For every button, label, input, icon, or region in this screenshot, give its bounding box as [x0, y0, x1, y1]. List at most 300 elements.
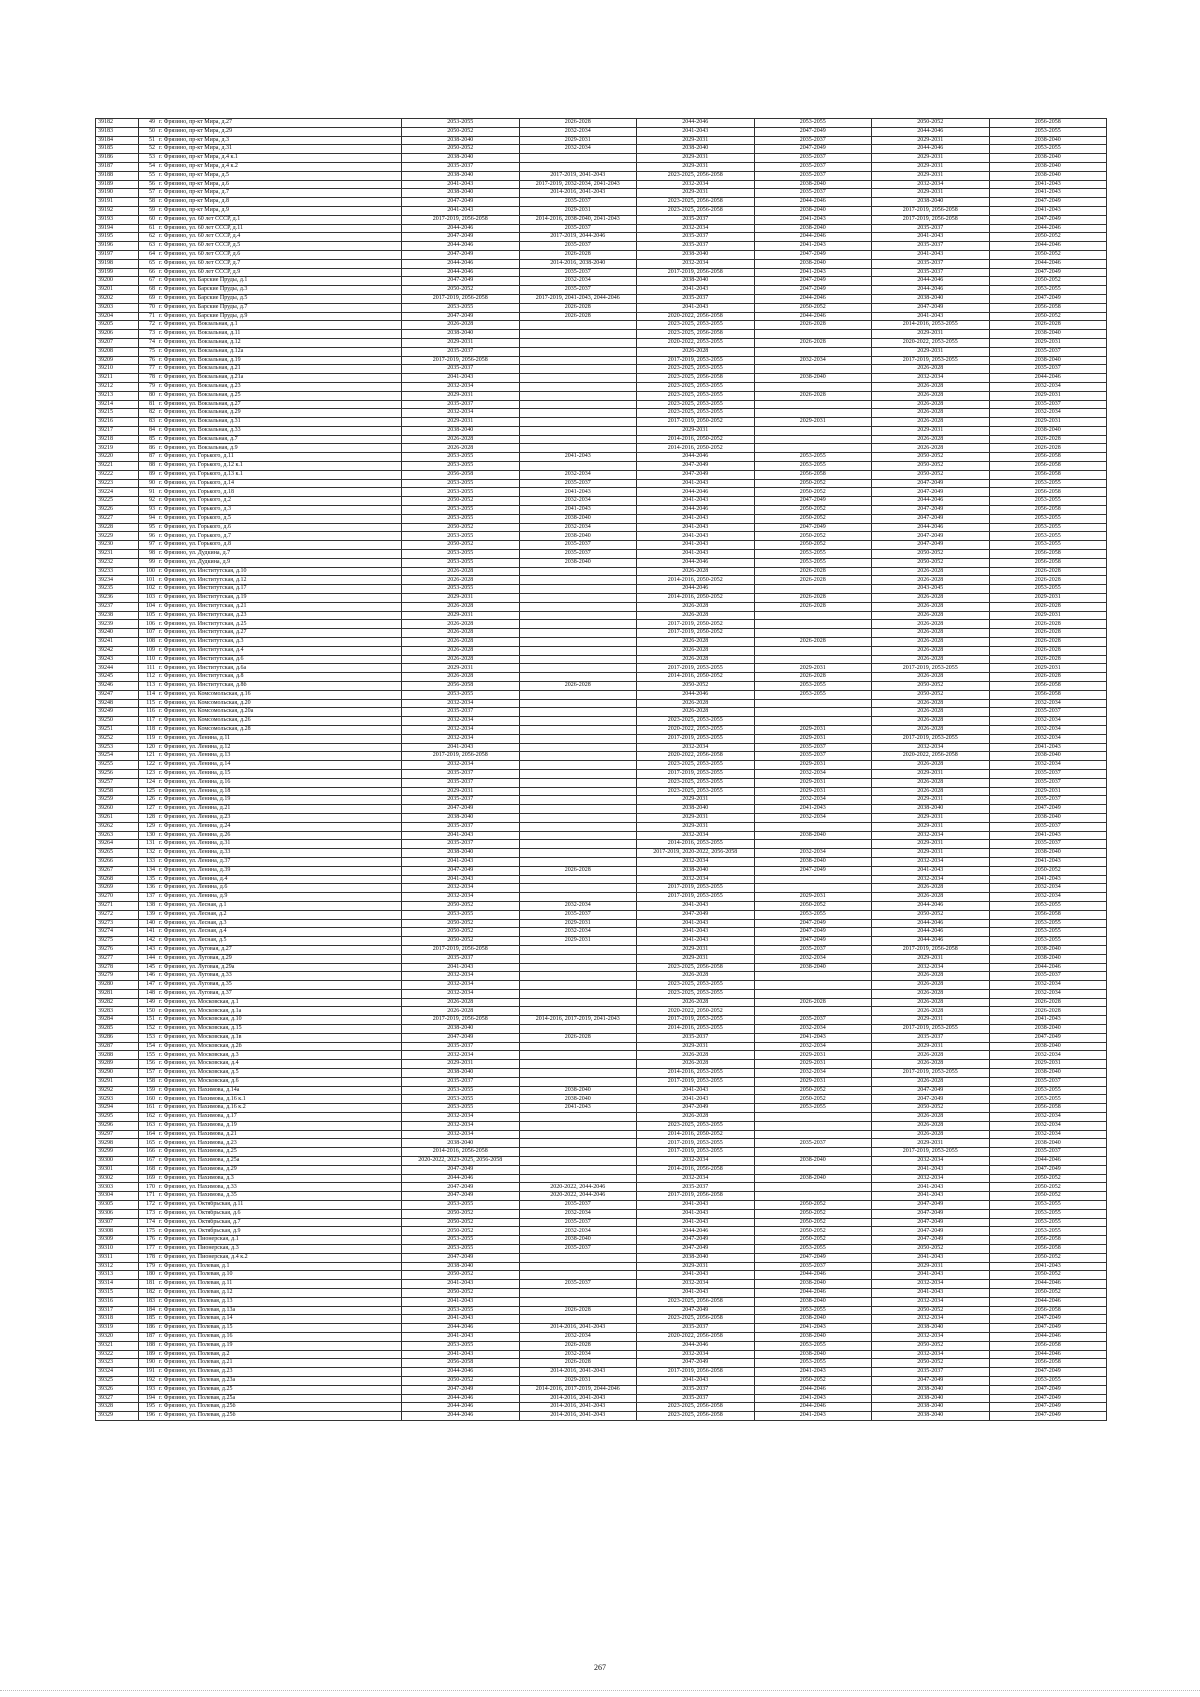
- row-number: 83: [139, 418, 158, 427]
- period-col-6: 2035-2037: [989, 347, 1107, 356]
- period-col-2: 2029-2031: [519, 937, 637, 946]
- period-col-3: 2020-2022, 2053-2055: [637, 338, 755, 347]
- period-col-3: 2038-2040: [637, 145, 755, 154]
- row-number: 177: [139, 1245, 158, 1254]
- period-col-1: 2038-2040: [402, 330, 520, 339]
- row-number: 112: [139, 673, 158, 682]
- period-col-2: [519, 1253, 637, 1262]
- address-cell: г. Фрязино, ул. Институтская, д.25: [157, 620, 402, 629]
- period-col-5: 2035-2037: [872, 1033, 990, 1042]
- period-col-3: 2041-2043: [637, 303, 755, 312]
- period-col-5: 2017-2019, 2056-2058: [872, 215, 990, 224]
- table-row: [96, 444, 1107, 453]
- row-id: 39193: [96, 215, 139, 224]
- period-col-4: 2053-2055: [754, 1306, 872, 1315]
- address-cell: г. Фрязино, ул. Нахимова, д.16 к.2: [157, 1104, 402, 1113]
- period-col-1: 2041-2043: [402, 1315, 520, 1324]
- row-id: 39268: [96, 875, 139, 884]
- period-col-4: 2041-2043: [754, 1033, 872, 1042]
- period-col-2: 2020-2022, 2044-2046: [519, 1183, 637, 1192]
- row-id: 39292: [96, 1086, 139, 1095]
- period-col-6: 2056-2058: [989, 470, 1107, 479]
- period-col-3: 2023-2025, 2056-2058: [637, 171, 755, 180]
- table-row: [96, 259, 1107, 268]
- row-id: 39298: [96, 1139, 139, 1148]
- period-col-4: 2035-2037: [754, 752, 872, 761]
- period-col-2: [519, 717, 637, 726]
- period-col-2: [519, 629, 637, 638]
- period-col-6: 2044-2046: [989, 963, 1107, 972]
- period-col-3: 2029-2031: [637, 822, 755, 831]
- period-col-5: 2047-2049: [872, 1227, 990, 1236]
- period-col-1: 2032-2034: [402, 761, 520, 770]
- period-col-3: 2017-2019, 2053-2055: [637, 884, 755, 893]
- period-col-3: 2023-2025, 2053-2055: [637, 787, 755, 796]
- table-row: [96, 901, 1107, 910]
- period-col-4: 2041-2043: [754, 1394, 872, 1403]
- table-row: [96, 682, 1107, 691]
- period-col-5: 2044-2046: [872, 523, 990, 532]
- period-col-6: 2041-2043: [989, 831, 1107, 840]
- row-id: 39186: [96, 154, 139, 163]
- period-col-2: 2017-2019, 2041-2043: [519, 171, 637, 180]
- period-col-2: [519, 1025, 637, 1034]
- period-col-1: 2053-2055: [402, 514, 520, 523]
- row-id: 39203: [96, 303, 139, 312]
- address-cell: г. Фрязино, ул. Ленина, д.9: [157, 893, 402, 902]
- period-col-4: [754, 699, 872, 708]
- period-col-4: 2038-2040: [754, 1280, 872, 1289]
- period-col-6: 2032-2034: [989, 893, 1107, 902]
- row-id: 39202: [96, 294, 139, 303]
- address-cell: г. Фрязино, ул. Пионерская, д.4 к.2: [157, 1253, 402, 1262]
- period-col-1: 2032-2034: [402, 1121, 520, 1130]
- period-col-2: [519, 646, 637, 655]
- period-col-2: 2032-2034: [519, 1332, 637, 1341]
- row-number: 141: [139, 928, 158, 937]
- period-col-6: 2047-2049: [989, 1165, 1107, 1174]
- period-col-2: 2017-2019, 2044-2046: [519, 233, 637, 242]
- period-col-2: 2032-2034: [519, 277, 637, 286]
- period-col-4: 2056-2058: [754, 470, 872, 479]
- row-id: 39259: [96, 796, 139, 805]
- period-col-3: 2029-2031: [637, 136, 755, 145]
- period-col-3: 2041-2043: [637, 1209, 755, 1218]
- period-col-3: 2047-2049: [637, 910, 755, 919]
- period-col-2: [519, 981, 637, 990]
- period-col-5: 2029-2031: [872, 1139, 990, 1148]
- period-col-3: 2038-2040: [637, 277, 755, 286]
- period-col-3: 2014-2016, 2053-2055: [637, 840, 755, 849]
- period-col-3: 2050-2052: [637, 682, 755, 691]
- period-col-1: 2017-2019, 2056-2058: [402, 1016, 520, 1025]
- row-id: 39302: [96, 1174, 139, 1183]
- address-cell: г. Фрязино, ул. Московская, д.10: [157, 1016, 402, 1025]
- period-col-5: 2047-2049: [872, 1209, 990, 1218]
- address-cell: г. Фрязино, ул. Комсомольская, д.16: [157, 690, 402, 699]
- table-row: [96, 1121, 1107, 1130]
- table-row: [96, 1288, 1107, 1297]
- address-cell: г. Фрязино, ул. Нахимова, д.29: [157, 1165, 402, 1174]
- table-row: [96, 356, 1107, 365]
- period-col-4: 2050-2052: [754, 1201, 872, 1210]
- address-cell: г. Фрязино, ул. Комсомольская, д.26: [157, 717, 402, 726]
- row-id: 39329: [96, 1412, 139, 1421]
- address-cell: г. Фрязино, ул. 60 лет СССР, д.11: [157, 224, 402, 233]
- period-col-1: 2044-2046: [402, 259, 520, 268]
- period-col-4: 2050-2052: [754, 514, 872, 523]
- period-col-1: 2026-2028: [402, 998, 520, 1007]
- row-id: 39307: [96, 1218, 139, 1227]
- period-col-5: 2044-2046: [872, 928, 990, 937]
- row-number: 190: [139, 1359, 158, 1368]
- address-cell: г. Фрязино, ул. Барские Пруды, д.1: [157, 277, 402, 286]
- period-col-1: 2050-2052: [402, 1376, 520, 1385]
- period-col-1: 2044-2046: [402, 1324, 520, 1333]
- period-col-5: 2029-2031: [872, 136, 990, 145]
- period-col-6: 2047-2049: [989, 1033, 1107, 1042]
- row-number: 69: [139, 294, 158, 303]
- period-col-2: [519, 154, 637, 163]
- period-col-1: 2026-2028: [402, 576, 520, 585]
- period-col-1: 2038-2040: [402, 171, 520, 180]
- period-col-3: 2023-2025, 2056-2058: [637, 198, 755, 207]
- address-cell: г. Фрязино, ул. Ленина, д.11: [157, 734, 402, 743]
- period-col-6: 2044-2046: [989, 1350, 1107, 1359]
- period-col-3: 2023-2025, 2056-2058: [637, 963, 755, 972]
- period-col-6: 2053-2055: [989, 532, 1107, 541]
- row-number: 139: [139, 910, 158, 919]
- row-number: 153: [139, 1033, 158, 1042]
- period-col-5: 2044-2046: [872, 497, 990, 506]
- period-col-3: 2041-2043: [637, 479, 755, 488]
- row-number: 175: [139, 1227, 158, 1236]
- period-col-6: 2053-2055: [989, 1376, 1107, 1385]
- period-col-5: 2050-2052: [872, 1341, 990, 1350]
- period-col-4: 2035-2037: [754, 1139, 872, 1148]
- row-id: 39240: [96, 629, 139, 638]
- row-id: 39300: [96, 1157, 139, 1166]
- period-col-6: 2056-2058: [989, 1341, 1107, 1350]
- table-row: [96, 1280, 1107, 1289]
- row-number: 93: [139, 506, 158, 515]
- period-col-4: 2050-2052: [754, 541, 872, 550]
- row-number: 60: [139, 215, 158, 224]
- period-col-6: 2038-2040: [989, 330, 1107, 339]
- row-id: 39237: [96, 602, 139, 611]
- period-col-6: 2053-2055: [989, 585, 1107, 594]
- period-col-6: 2038-2040: [989, 356, 1107, 365]
- period-col-2: 2035-2037: [519, 1218, 637, 1227]
- page-number: 267: [594, 1663, 606, 1672]
- row-id: 39325: [96, 1376, 139, 1385]
- address-cell: г. Фрязино, пр-кт Мира, д.4 к.2: [157, 162, 402, 171]
- period-col-5: 2050-2052: [872, 682, 990, 691]
- row-number: 189: [139, 1350, 158, 1359]
- address-cell: г. Фрязино, ул. Нахимова, д.17: [157, 1113, 402, 1122]
- period-col-5: 2047-2049: [872, 303, 990, 312]
- row-id: 39218: [96, 435, 139, 444]
- period-col-2: [519, 849, 637, 858]
- period-col-4: [754, 1121, 872, 1130]
- period-col-3: 2026-2028: [637, 567, 755, 576]
- table-row: [96, 1218, 1107, 1227]
- address-cell: г. Фрязино, ул. Московская, д.1в: [157, 1033, 402, 1042]
- address-cell: г. Фрязино, ул. Полевая, д.25а: [157, 1394, 402, 1403]
- period-col-6: 2026-2028: [989, 444, 1107, 453]
- period-col-2: [519, 673, 637, 682]
- period-col-1: 2050-2052: [402, 1218, 520, 1227]
- address-cell: г. Фрязино, ул. Нахимова, д.23: [157, 1139, 402, 1148]
- period-col-2: [519, 655, 637, 664]
- period-col-6: 2056-2058: [989, 1104, 1107, 1113]
- period-col-4: 2032-2034: [754, 769, 872, 778]
- period-col-5: 2026-2028: [872, 1130, 990, 1139]
- row-number: 103: [139, 594, 158, 603]
- period-col-3: 2035-2037: [637, 1385, 755, 1394]
- period-col-2: [519, 611, 637, 620]
- address-cell: г. Фрязино, ул. Полевая, д.23: [157, 1368, 402, 1377]
- period-col-4: 2044-2046: [754, 1288, 872, 1297]
- address-cell: г. Фрязино, ул. Нахимова, д.16 к.1: [157, 1095, 402, 1104]
- period-col-2: [519, 664, 637, 673]
- period-col-4: 2035-2037: [754, 154, 872, 163]
- period-col-2: [519, 831, 637, 840]
- table-row: [96, 532, 1107, 541]
- period-col-6: 2035-2037: [989, 708, 1107, 717]
- period-col-3: 2041-2043: [637, 901, 755, 910]
- period-col-2: 2041-2043: [519, 488, 637, 497]
- period-col-1: 2050-2052: [402, 523, 520, 532]
- period-col-6: 2053-2055: [989, 919, 1107, 928]
- table-row: [96, 1086, 1107, 1095]
- row-id: 39270: [96, 893, 139, 902]
- period-col-5: 2026-2028: [872, 418, 990, 427]
- period-col-4: 2038-2040: [754, 374, 872, 383]
- period-col-5: 2029-2031: [872, 426, 990, 435]
- period-col-1: 2053-2055: [402, 488, 520, 497]
- period-col-6: 2035-2037: [989, 778, 1107, 787]
- address-cell: г. Фрязино, ул. Полевая, д.1: [157, 1262, 402, 1271]
- table-row: [96, 330, 1107, 339]
- period-col-4: 2044-2046: [754, 1271, 872, 1280]
- period-col-2: 2032-2034: [519, 928, 637, 937]
- table-row: [96, 1297, 1107, 1306]
- period-col-6: 2053-2055: [989, 1227, 1107, 1236]
- period-col-1: 2038-2040: [402, 849, 520, 858]
- row-number: 96: [139, 532, 158, 541]
- row-number: 110: [139, 655, 158, 664]
- row-id: 39315: [96, 1288, 139, 1297]
- period-col-3: 2026-2028: [637, 638, 755, 647]
- period-col-6: 2026-2028: [989, 646, 1107, 655]
- period-col-3: 2017-2019, 2050-2052: [637, 418, 755, 427]
- row-number: 50: [139, 127, 158, 136]
- period-col-5: 2032-2034: [872, 963, 990, 972]
- row-id: 39291: [96, 1077, 139, 1086]
- period-col-6: 2032-2034: [989, 1051, 1107, 1060]
- period-col-6: 2026-2028: [989, 321, 1107, 330]
- table-row: [96, 1007, 1107, 1016]
- table-row: [96, 1245, 1107, 1254]
- period-col-1: 2041-2043: [402, 831, 520, 840]
- period-col-5: 2026-2028: [872, 778, 990, 787]
- table-row: [96, 338, 1107, 347]
- period-col-4: [754, 629, 872, 638]
- row-id: 39221: [96, 462, 139, 471]
- period-col-5: 2032-2034: [872, 1332, 990, 1341]
- row-id: 39288: [96, 1051, 139, 1060]
- period-col-5: 2047-2049: [872, 532, 990, 541]
- period-col-5: 2050-2052: [872, 1245, 990, 1254]
- row-number: 124: [139, 778, 158, 787]
- row-id: 39323: [96, 1359, 139, 1368]
- address-cell: г. Фрязино, ул. Барские Пруды, д.7: [157, 303, 402, 312]
- row-number: 92: [139, 497, 158, 506]
- row-id: 39290: [96, 1069, 139, 1078]
- address-cell: г. Фрязино, ул. Московская, д.3: [157, 1051, 402, 1060]
- period-col-6: 2029-2031: [989, 1060, 1107, 1069]
- period-col-4: 2044-2046: [754, 1385, 872, 1394]
- period-col-5: 2041-2043: [872, 1271, 990, 1280]
- row-number: 102: [139, 585, 158, 594]
- period-col-4: 2047-2049: [754, 145, 872, 154]
- period-col-5: 2026-2028: [872, 638, 990, 647]
- period-col-1: 2053-2055: [402, 303, 520, 312]
- period-col-3: 2041-2043: [637, 286, 755, 295]
- table-row: [96, 1051, 1107, 1060]
- table-row: [96, 813, 1107, 822]
- period-col-6: 2050-2052: [989, 1192, 1107, 1201]
- period-col-1: 2035-2037: [402, 769, 520, 778]
- period-col-2: [519, 743, 637, 752]
- table-row: [96, 1412, 1107, 1421]
- period-col-5: 2017-2019, 2053-2055: [872, 664, 990, 673]
- period-col-6: 2050-2052: [989, 1183, 1107, 1192]
- period-col-4: [754, 1165, 872, 1174]
- period-col-2: [519, 954, 637, 963]
- period-col-5: 2026-2028: [872, 655, 990, 664]
- table-row: [96, 523, 1107, 532]
- period-col-4: 2053-2055: [754, 550, 872, 559]
- row-number: 122: [139, 761, 158, 770]
- period-col-5: 2026-2028: [872, 629, 990, 638]
- period-col-4: 2032-2034: [754, 356, 872, 365]
- table-row: [96, 963, 1107, 972]
- address-cell: г. Фрязино, ул. Институтская, д.3: [157, 638, 402, 647]
- period-col-4: 2038-2040: [754, 224, 872, 233]
- period-col-6: 2029-2031: [989, 391, 1107, 400]
- period-col-3: 2020-2022, 2056-2058: [637, 312, 755, 321]
- period-col-5: 2029-2031: [872, 171, 990, 180]
- period-col-4: 2032-2034: [754, 813, 872, 822]
- period-col-1: 2053-2055: [402, 1086, 520, 1095]
- period-col-6: 2035-2037: [989, 769, 1107, 778]
- address-cell: г. Фрязино, ул. Горького, д.11: [157, 453, 402, 462]
- row-number: 64: [139, 250, 158, 259]
- period-col-4: 2050-2052: [754, 1376, 872, 1385]
- period-col-1: 2017-2019, 2056-2058: [402, 945, 520, 954]
- period-col-4: [754, 1130, 872, 1139]
- period-col-5: 2026-2028: [872, 1121, 990, 1130]
- row-id: 39260: [96, 805, 139, 814]
- period-col-1: 2038-2040: [402, 1069, 520, 1078]
- period-col-1: 2026-2028: [402, 321, 520, 330]
- period-col-1: 2053-2055: [402, 1095, 520, 1104]
- period-col-2: 2029-2031: [519, 1376, 637, 1385]
- period-col-5: 2020-2022, 2053-2055: [872, 338, 990, 347]
- row-id: 39276: [96, 945, 139, 954]
- period-col-6: 2044-2046: [989, 1297, 1107, 1306]
- period-col-4: 2041-2043: [754, 215, 872, 224]
- row-id: 39211: [96, 374, 139, 383]
- row-id: 39208: [96, 347, 139, 356]
- period-col-6: 2035-2037: [989, 796, 1107, 805]
- row-id: 39324: [96, 1368, 139, 1377]
- row-id: 39199: [96, 268, 139, 277]
- period-col-3: 2020-2022, 2050-2052: [637, 1007, 755, 1016]
- period-col-2: 2032-2034: [519, 1209, 637, 1218]
- row-id: 39311: [96, 1253, 139, 1262]
- row-id: 39271: [96, 901, 139, 910]
- period-col-1: 2029-2031: [402, 611, 520, 620]
- period-col-1: 2038-2040: [402, 1139, 520, 1148]
- table-row: [96, 541, 1107, 550]
- row-number: 182: [139, 1288, 158, 1297]
- period-col-3: 2023-2025, 2053-2055: [637, 1121, 755, 1130]
- period-col-4: [754, 840, 872, 849]
- period-col-6: 2056-2058: [989, 119, 1107, 128]
- table-row: [96, 250, 1107, 259]
- address-cell: г. Фрязино, ул. Ленина, д.6: [157, 884, 402, 893]
- period-col-2: [519, 725, 637, 734]
- period-col-3: 2023-2025, 2053-2055: [637, 382, 755, 391]
- table-row: [96, 945, 1107, 954]
- period-col-6: 2053-2055: [989, 1201, 1107, 1210]
- table-row: [96, 286, 1107, 295]
- period-col-2: [519, 435, 637, 444]
- row-id: 39304: [96, 1192, 139, 1201]
- period-col-4: 2038-2040: [754, 1297, 872, 1306]
- table-row: [96, 708, 1107, 717]
- table-row: [96, 866, 1107, 875]
- period-col-2: [519, 444, 637, 453]
- row-number: 148: [139, 989, 158, 998]
- period-col-3: 2032-2034: [637, 224, 755, 233]
- table-row: [96, 717, 1107, 726]
- address-cell: г. Фрязино, ул. Нахимова, д.21: [157, 1130, 402, 1139]
- period-col-4: 2047-2049: [754, 250, 872, 259]
- period-col-4: 2053-2055: [754, 1359, 872, 1368]
- row-id: 39222: [96, 470, 139, 479]
- row-number: 123: [139, 769, 158, 778]
- period-col-2: [519, 787, 637, 796]
- period-col-3: 2041-2043: [637, 919, 755, 928]
- period-col-5: 2026-2028: [872, 673, 990, 682]
- period-col-1: 2032-2034: [402, 981, 520, 990]
- period-col-1: 2035-2037: [402, 822, 520, 831]
- schedule-table: [95, 118, 1107, 1421]
- address-cell: г. Фрязино, ул. Институтская, д.23: [157, 611, 402, 620]
- row-number: 168: [139, 1165, 158, 1174]
- row-number: 176: [139, 1236, 158, 1245]
- table-row: [96, 497, 1107, 506]
- period-col-2: 2014-2016, 2017-2019, 2044-2046: [519, 1385, 637, 1394]
- row-number: 105: [139, 611, 158, 620]
- period-col-4: 2050-2052: [754, 532, 872, 541]
- row-id: 39183: [96, 127, 139, 136]
- period-col-5: 2044-2046: [872, 286, 990, 295]
